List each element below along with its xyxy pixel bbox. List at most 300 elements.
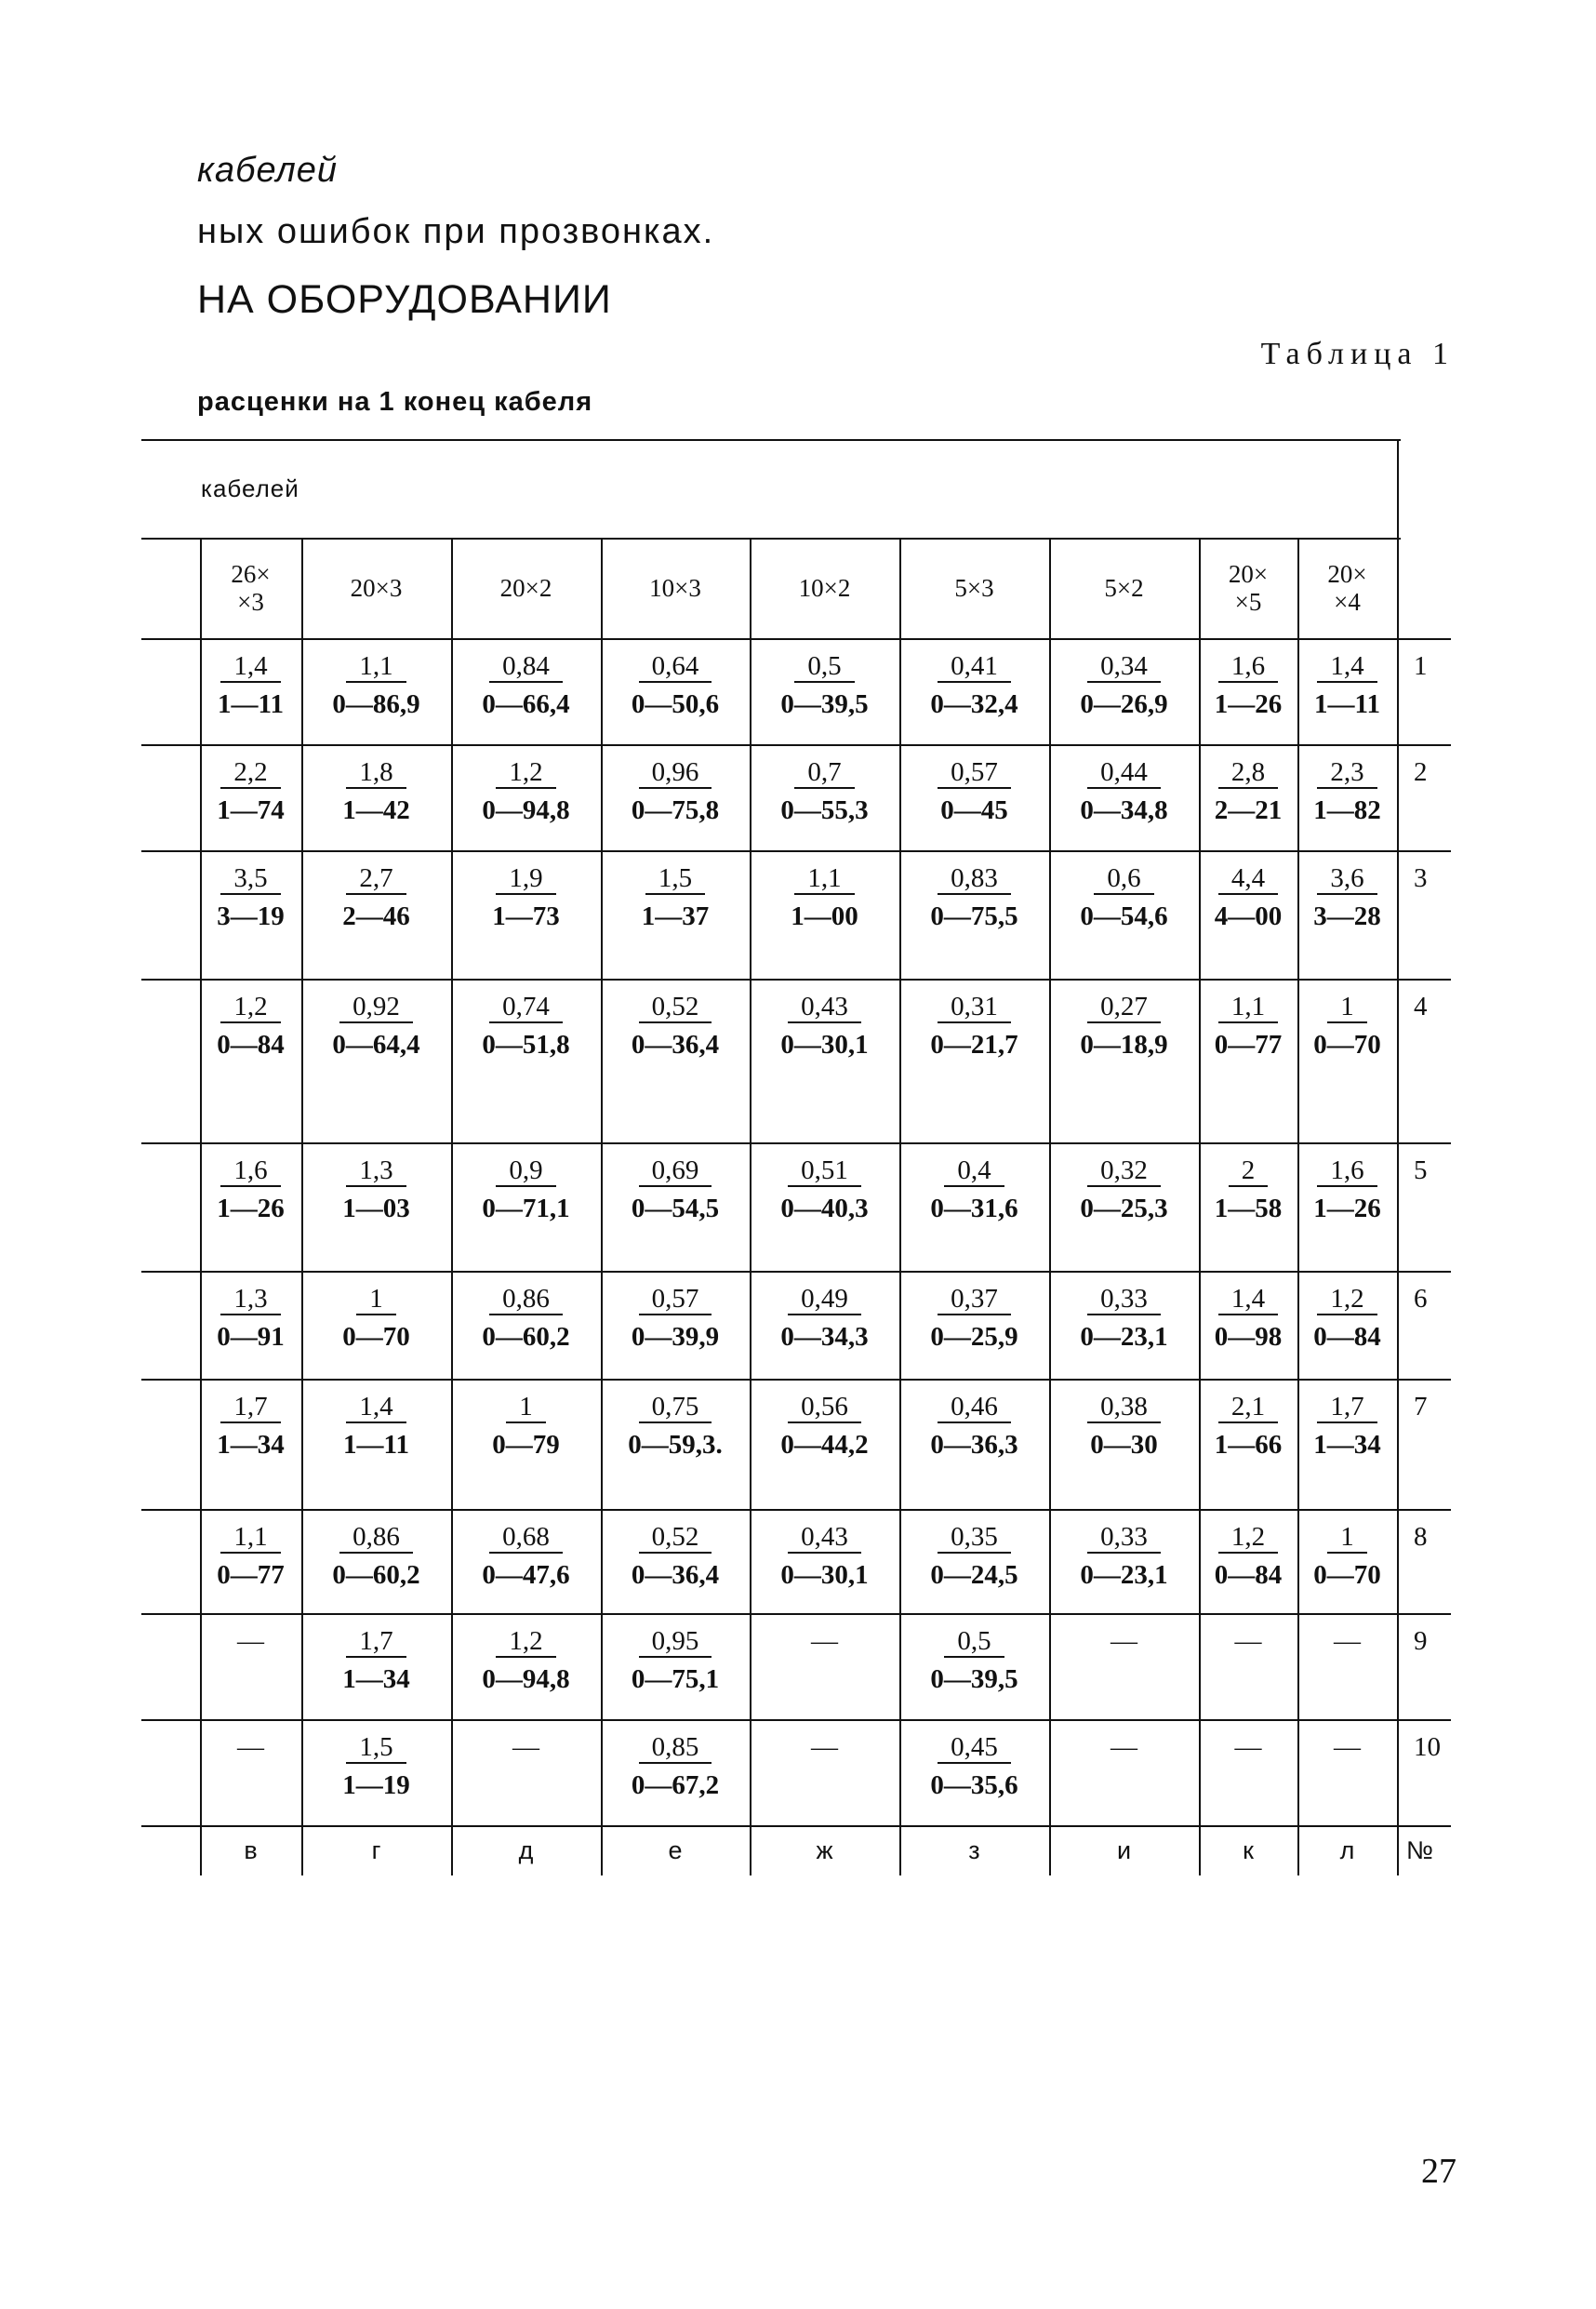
price-value: 1—37 (641, 901, 710, 931)
rate-value: 1,7 (220, 1392, 280, 1423)
rate-value: 1 (356, 1284, 396, 1315)
table-cell (1199, 1522, 1297, 1591)
price-value: 0—45 (940, 795, 1008, 825)
row-divider (141, 1825, 1451, 1827)
rate-value: 2,2 (220, 757, 280, 789)
price-value: 1—34 (1313, 1430, 1381, 1460)
rate-value: 0,56 (788, 1392, 861, 1423)
rate-value: 0,75 (639, 1392, 712, 1423)
rate-value: 1,3 (346, 1155, 406, 1187)
empty-dash: — (1111, 1626, 1137, 1656)
table-cell (1049, 757, 1199, 826)
rate-value: 0,33 (1087, 1522, 1161, 1554)
column-header (301, 538, 451, 638)
rate-value: 0,6 (1094, 863, 1153, 895)
price-value: 0—67,2 (631, 1770, 720, 1800)
table-cell (1199, 1732, 1297, 1762)
heading-line-2: ных ошибок при прозвонках. (197, 212, 715, 251)
price-value: 1—03 (342, 1194, 410, 1223)
column-header (451, 538, 601, 638)
rate-value: 0,5 (794, 651, 854, 683)
column-header-line: 10×3 (649, 574, 701, 602)
table-cell (1049, 992, 1199, 1061)
rate-value: 1,4 (220, 651, 280, 683)
rate-value: 1 (1327, 992, 1367, 1023)
row-number: 3 (1414, 863, 1428, 893)
column-header-line: ×3 (237, 588, 264, 616)
column-header (200, 538, 301, 638)
rate-value: 0,83 (938, 863, 1011, 895)
rate-value: 0,44 (1087, 757, 1161, 789)
price-value: 1—11 (218, 689, 284, 719)
rate-value: 1,4 (1218, 1284, 1278, 1315)
rate-value: 0,43 (788, 1522, 861, 1554)
rate-value: 1,2 (220, 992, 280, 1023)
empty-dash: — (1334, 1732, 1361, 1762)
table-subtitle: расценки на 1 конец кабеля (197, 387, 593, 417)
rate-value: 1,2 (496, 1626, 555, 1658)
price-value: 0—60,2 (482, 1322, 570, 1352)
rate-value: 1,7 (346, 1626, 406, 1658)
rate-value: 0,43 (788, 992, 861, 1023)
table-cell (601, 863, 750, 932)
price-value: 0—77 (1214, 1030, 1283, 1060)
price-value: 0—18,9 (1080, 1030, 1168, 1060)
table-cell (750, 1522, 899, 1591)
rate-value: 0,45 (938, 1732, 1011, 1764)
price-value: 0—84 (217, 1030, 285, 1060)
column-header (750, 538, 899, 638)
column-header-line: 5×2 (1104, 574, 1144, 602)
table-cell (750, 1732, 899, 1762)
table-cell (301, 1732, 451, 1801)
table-cell (301, 651, 451, 720)
price-value: 0—23,1 (1080, 1322, 1168, 1352)
rate-value: 0,57 (938, 757, 1011, 789)
row-divider (141, 638, 1451, 640)
table-cell (200, 1522, 301, 1591)
price-value: 0—54,6 (1080, 901, 1168, 931)
table-cell (750, 651, 899, 720)
table-cell (750, 992, 899, 1061)
row-divider (141, 979, 1451, 981)
rate-value: 0,51 (788, 1155, 861, 1187)
row-number: 7 (1414, 1392, 1428, 1421)
row-divider (141, 1379, 1451, 1381)
price-value: 1—58 (1214, 1194, 1283, 1223)
column-letter: з (968, 1836, 980, 1864)
table-cell (899, 1626, 1049, 1695)
price-value: 4—00 (1214, 901, 1283, 931)
rate-value: 1,8 (346, 757, 406, 789)
rate-value: 1,1 (794, 863, 854, 895)
table-cell (200, 1626, 301, 1656)
table-cell (1049, 1284, 1199, 1353)
price-value: 0—26,9 (1080, 689, 1168, 719)
table-cell (451, 1626, 601, 1695)
table-cell (200, 863, 301, 932)
rate-value: 1,2 (1218, 1522, 1278, 1554)
rate-value: 0,52 (639, 1522, 712, 1554)
rate-value: 1,5 (346, 1732, 406, 1764)
rate-value: 1,1 (1218, 992, 1278, 1023)
price-value: 0—39,5 (780, 689, 869, 719)
rate-value: 2,3 (1317, 757, 1377, 789)
price-value: 0—31,6 (930, 1194, 1018, 1223)
rate-value: 1,4 (1317, 651, 1377, 683)
table-cell (899, 992, 1049, 1061)
number-sign: № (1406, 1836, 1433, 1864)
table-cell (301, 757, 451, 826)
rate-value: 1,6 (1218, 651, 1278, 683)
empty-dash: — (237, 1626, 264, 1656)
price-value: 1—11 (1314, 689, 1380, 719)
table-cell (1297, 992, 1397, 1061)
table-cell (200, 1392, 301, 1461)
price-value: 0—86,9 (332, 689, 420, 719)
row-number: 10 (1414, 1732, 1441, 1762)
rate-value: 0,7 (794, 757, 854, 789)
rate-value: 3,5 (220, 863, 280, 895)
price-value: 0—30 (1090, 1430, 1158, 1460)
price-value: 0—55,3 (780, 795, 869, 825)
price-value: 0—36,4 (631, 1560, 720, 1590)
row-number: 9 (1414, 1626, 1428, 1656)
price-value: 0—77 (217, 1560, 285, 1590)
price-value: 0—32,4 (930, 689, 1018, 719)
column-letter: г (371, 1836, 381, 1864)
price-value: 1—74 (217, 795, 285, 825)
table-cell (899, 651, 1049, 720)
table-cell (301, 1392, 451, 1461)
table-cell (1297, 1626, 1397, 1656)
price-value: 0—40,3 (780, 1194, 869, 1223)
price-value: 0—59,3. (628, 1430, 723, 1460)
row-number: 6 (1414, 1284, 1428, 1314)
price-value: 0—94,8 (482, 795, 570, 825)
rate-value: 0,27 (1087, 992, 1161, 1023)
rate-value: 0,32 (1087, 1155, 1161, 1187)
price-value: 1—42 (342, 795, 410, 825)
rate-value: 0,95 (639, 1626, 712, 1658)
table-cell (899, 1392, 1049, 1461)
column-header (1297, 538, 1397, 638)
table-cell (1199, 757, 1297, 826)
rate-value: 1,2 (1317, 1284, 1377, 1315)
column-letter: е (668, 1836, 683, 1864)
table-cell (601, 992, 750, 1061)
price-value: 0—70 (1313, 1560, 1381, 1590)
table-cell (301, 992, 451, 1061)
price-value: 1—00 (791, 901, 858, 931)
rate-value: 0,9 (496, 1155, 555, 1187)
rate-value: 0,64 (639, 651, 712, 683)
price-value: 1—73 (492, 901, 560, 931)
table-cell (200, 651, 301, 720)
table-cell (451, 992, 601, 1061)
table-label: Таблица 1 (1260, 337, 1455, 371)
rate-value: 2,7 (346, 863, 406, 895)
empty-dash: — (1334, 1626, 1361, 1656)
rate-value: 0,68 (489, 1522, 563, 1554)
table-cell (1297, 1732, 1397, 1762)
price-value: 1—11 (343, 1430, 409, 1460)
price-value: 1—66 (1214, 1430, 1283, 1460)
price-value: 1—26 (217, 1194, 285, 1223)
rate-value: 1,9 (496, 863, 555, 895)
column-header-line: 5×3 (954, 574, 994, 602)
column-header (899, 538, 1049, 638)
price-value: 0—70 (1313, 1030, 1381, 1060)
table-cell (301, 1522, 451, 1591)
table-cell (750, 757, 899, 826)
price-value: 0—75,1 (631, 1664, 720, 1694)
table-cell (1297, 1392, 1397, 1461)
row-number: 4 (1414, 992, 1428, 1021)
price-value: 0—34,8 (1080, 795, 1168, 825)
row-number: 1 (1414, 651, 1428, 681)
price-value: 0—66,4 (482, 689, 570, 719)
empty-dash: — (1234, 1732, 1262, 1762)
table-cell (750, 1155, 899, 1224)
table-cell (601, 1626, 750, 1695)
table-cell (301, 863, 451, 932)
table-cell (601, 1155, 750, 1224)
table-cell (1297, 651, 1397, 720)
table-cell (1199, 992, 1297, 1061)
page-number: 27 (1421, 2152, 1456, 2191)
rate-value: 1,6 (1317, 1155, 1377, 1187)
row-divider (141, 1142, 1451, 1144)
price-value: 0—34,3 (780, 1322, 869, 1352)
table-cell (601, 1732, 750, 1801)
price-value: 3—19 (217, 901, 285, 931)
section-heading: НА ОБОРУДОВАНИИ (197, 277, 612, 322)
price-value: 1—19 (342, 1770, 410, 1800)
column-header-line: 20×2 (499, 574, 552, 602)
column-header-line: ×4 (1334, 588, 1361, 616)
table-cell (1199, 1284, 1297, 1353)
rate-value: 1 (506, 1392, 546, 1423)
price-value: 0—39,9 (631, 1322, 720, 1352)
rate-value: 0,35 (938, 1522, 1011, 1554)
table-cell (601, 757, 750, 826)
price-value: 0—60,2 (332, 1560, 420, 1590)
table-cell (301, 1626, 451, 1695)
table-cell (451, 1284, 601, 1353)
table-cell (1297, 1522, 1397, 1591)
row-number: 8 (1414, 1522, 1428, 1552)
price-value: 0—54,5 (631, 1194, 720, 1223)
rate-value: 2,8 (1218, 757, 1278, 789)
price-value: 0—79 (492, 1430, 560, 1460)
price-value: 0—25,9 (930, 1322, 1018, 1352)
table-cell (750, 1392, 899, 1461)
rate-value: 0,52 (639, 992, 712, 1023)
rate-value: 0,5 (944, 1626, 1004, 1658)
table-cell (200, 1155, 301, 1224)
rate-value: 0,57 (639, 1284, 712, 1315)
rate-value: 0,41 (938, 651, 1011, 683)
table-cell (1049, 1392, 1199, 1461)
rate-value: 0,86 (489, 1284, 563, 1315)
price-value: 0—84 (1313, 1322, 1381, 1352)
table-cell (601, 1392, 750, 1461)
column-header-line: 10×2 (798, 574, 851, 602)
price-value: 0—98 (1214, 1322, 1283, 1352)
rate-value: 0,74 (489, 992, 563, 1023)
column-letter: к (1243, 1836, 1254, 1864)
group-header: кабелей (201, 474, 299, 502)
column-letter: д (518, 1836, 534, 1864)
footer-rule (1397, 1825, 1399, 1875)
price-value: 0—75,8 (631, 795, 720, 825)
table-cell (1199, 863, 1297, 932)
price-value: 0—35,6 (930, 1770, 1018, 1800)
price-value: 0—91 (217, 1322, 285, 1352)
table-cell (1049, 863, 1199, 932)
table-cell (899, 863, 1049, 932)
rate-value: 0,34 (1087, 651, 1161, 683)
price-value: 0—36,3 (930, 1430, 1018, 1460)
table-cell (750, 863, 899, 932)
table-cell (451, 1155, 601, 1224)
table-cell (451, 651, 601, 720)
rate-value: 4,4 (1218, 863, 1278, 895)
rate-value: 0,31 (938, 992, 1011, 1023)
price-value: 1—26 (1313, 1194, 1381, 1223)
row-number: 5 (1414, 1155, 1428, 1185)
price-value: 0—23,1 (1080, 1560, 1168, 1590)
column-letter: ж (816, 1836, 833, 1864)
price-value: 0—75,5 (930, 901, 1018, 931)
rate-value: 1,7 (1317, 1392, 1377, 1423)
heading-line-1: кабелей (197, 151, 339, 190)
price-value: 1—26 (1214, 689, 1283, 719)
rate-value: 0,4 (944, 1155, 1004, 1187)
row-divider (141, 1613, 1451, 1615)
price-value: 0—84 (1214, 1560, 1283, 1590)
rate-value: 0,49 (788, 1284, 861, 1315)
rate-value: 2 (1229, 1155, 1269, 1187)
rate-value: 0,33 (1087, 1284, 1161, 1315)
table-cell (1199, 651, 1297, 720)
row-divider (141, 1719, 1451, 1721)
column-letter: и (1116, 1836, 1132, 1864)
rate-value: 0,86 (339, 1522, 413, 1554)
row-divider (141, 744, 1451, 746)
rate-value: 0,85 (639, 1732, 712, 1764)
price-value: 1—34 (217, 1430, 285, 1460)
price-value: 0—30,1 (780, 1560, 869, 1590)
row-divider (141, 1271, 1451, 1273)
rate-value: 0,84 (489, 651, 563, 683)
table-cell (200, 757, 301, 826)
column-letter: л (1339, 1836, 1355, 1864)
table-cell (1049, 651, 1199, 720)
row-divider (141, 1509, 1451, 1511)
empty-dash: — (1234, 1626, 1262, 1656)
price-value: 0—71,1 (482, 1194, 570, 1223)
rate-value: 0,38 (1087, 1392, 1161, 1423)
table-cell (200, 992, 301, 1061)
column-header-line: 20×3 (350, 574, 403, 602)
price-value: 0—51,8 (482, 1030, 570, 1060)
rate-value: 1,5 (645, 863, 705, 895)
empty-dash: — (1111, 1732, 1137, 1762)
table-cell (1049, 1732, 1199, 1762)
rate-value: 1 (1327, 1522, 1367, 1554)
table-cell (601, 651, 750, 720)
table-cell (750, 1284, 899, 1353)
rate-value: 0,96 (639, 757, 712, 789)
column-header (601, 538, 750, 638)
table-cell (750, 1626, 899, 1656)
rate-value: 0,37 (938, 1284, 1011, 1315)
rate-value: 1,1 (346, 651, 406, 683)
table-cell (1049, 1522, 1199, 1591)
price-value: 0—21,7 (930, 1030, 1018, 1060)
rate-value: 3,6 (1317, 863, 1377, 895)
rate-value: 0,46 (938, 1392, 1011, 1423)
rate-value: 0,69 (639, 1155, 712, 1187)
table-top-rule (141, 439, 1401, 441)
price-value: 2—21 (1214, 795, 1283, 825)
price-value: 0—36,4 (631, 1030, 720, 1060)
table-cell (1297, 1155, 1397, 1224)
table-cell (1049, 1626, 1199, 1656)
table-cell (899, 1284, 1049, 1353)
rate-value: 1,3 (220, 1284, 280, 1315)
price-value: 1—82 (1313, 795, 1381, 825)
row-divider (141, 850, 1451, 852)
price-value: 2—46 (342, 901, 410, 931)
empty-dash: — (811, 1732, 838, 1762)
price-value: 0—94,8 (482, 1664, 570, 1694)
empty-dash: — (811, 1626, 838, 1656)
rate-value: 0,92 (339, 992, 413, 1023)
column-header-line: 20× (1327, 560, 1367, 588)
column-header-line: ×5 (1234, 588, 1262, 616)
table-cell (301, 1155, 451, 1224)
empty-dash: — (237, 1732, 264, 1762)
rate-value: 1,1 (220, 1522, 280, 1554)
table-cell (1049, 1155, 1199, 1224)
rate-value: 1,6 (220, 1155, 280, 1187)
column-letter: в (244, 1836, 258, 1864)
price-value: 1—34 (342, 1664, 410, 1694)
price-value: 0—44,2 (780, 1430, 869, 1460)
row-number: 2 (1414, 757, 1428, 787)
table-cell (899, 757, 1049, 826)
table-cell (451, 1732, 601, 1762)
table-cell (451, 1392, 601, 1461)
rate-value: 1,2 (496, 757, 555, 789)
price-value: 3—28 (1313, 901, 1381, 931)
table-cell (200, 1732, 301, 1762)
price-value: 0—47,6 (482, 1560, 570, 1590)
column-header (1199, 538, 1297, 638)
table-cell (601, 1284, 750, 1353)
table-cell (451, 863, 601, 932)
empty-dash: — (512, 1732, 539, 1762)
column-header-line: 20× (1228, 560, 1269, 588)
column-header-line: 26× (231, 560, 271, 588)
table-cell (1297, 1284, 1397, 1353)
price-value: 0—24,5 (930, 1560, 1018, 1590)
column-header (1049, 538, 1199, 638)
table-cell (601, 1522, 750, 1591)
